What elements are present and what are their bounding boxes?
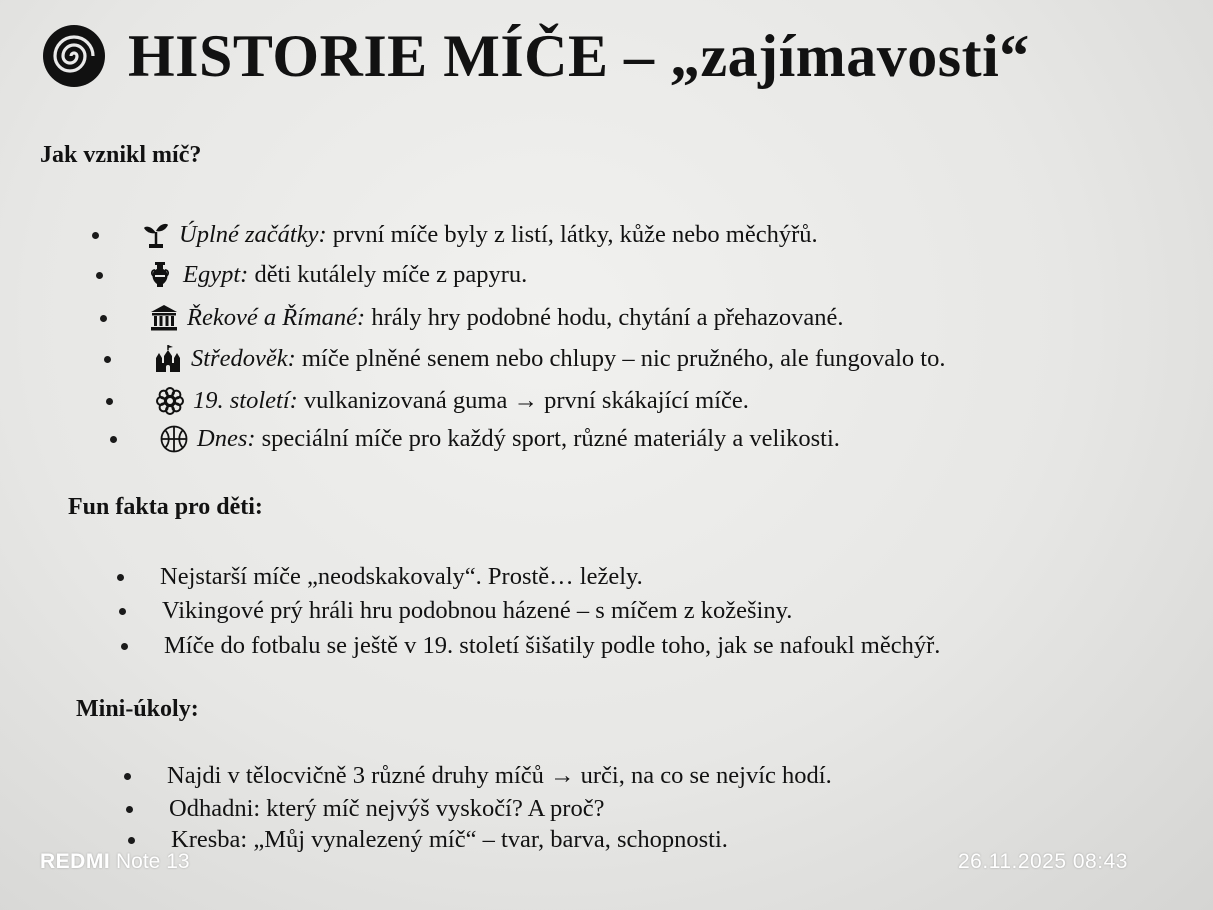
bullet	[106, 398, 113, 405]
section-heading-fun-facts: Fun fakta pro děti:	[68, 494, 263, 520]
list-item	[92, 220, 818, 250]
amphora-icon	[145, 260, 175, 290]
item-label: Řekové a Římané:	[187, 304, 366, 331]
bullet	[100, 315, 107, 322]
list-item	[117, 563, 643, 591]
bullet	[110, 436, 117, 443]
item-text: děti kutálely míče z papyru.	[248, 261, 528, 288]
page-title: HISTORIE MÍČE – „zajímavosti“	[128, 22, 1030, 89]
bullet	[126, 806, 133, 813]
section-heading-origin: Jak vznikl míč?	[40, 142, 202, 168]
item-label: Středověk:	[191, 345, 296, 372]
item-label: Egypt:	[183, 261, 249, 288]
list-item	[128, 826, 728, 854]
list-item	[104, 344, 945, 374]
item-text: Najdi v tělocvičně 3 různé druhy míčů → urči, na co se nejvíc hodí.	[167, 762, 832, 789]
list-item	[100, 303, 843, 333]
bullet	[92, 232, 99, 239]
bullet	[121, 643, 128, 650]
section-heading-tasks: Mini-úkoly:	[76, 696, 199, 722]
spiral-icon	[42, 24, 106, 88]
item-text: Vikingové prý hráli hru podobnou házené – s míčem z kožešiny.	[162, 597, 793, 624]
castle-icon	[153, 344, 183, 374]
item-label: Úplné začátky:	[179, 221, 327, 248]
list-item	[106, 386, 749, 416]
item-label: 19. století:	[193, 387, 298, 414]
camera-brand: REDMI	[40, 850, 111, 873]
item-label: Dnes:	[197, 425, 256, 452]
camera-model: Note 13	[110, 850, 190, 873]
item-text: první míče byly z listí, látky, kůže nebo měchýřů.	[326, 221, 818, 248]
title-row	[42, 20, 1030, 92]
item-text: míče plněné senem nebo chlupy – nic pružného, ale fungovalo to.	[295, 345, 946, 372]
item-text: speciální míče pro každý sport, různé materiály a velikosti.	[255, 425, 840, 452]
bullet	[124, 773, 131, 780]
item-text: vulkanizovaná guma → první skákající míče.	[297, 387, 749, 414]
bullet	[119, 608, 126, 615]
basketball-icon	[159, 424, 189, 454]
item-text: Míče do fotbalu se ještě v 19. století šišatily podle toho, jak se nafoukl měchýř.	[164, 632, 941, 659]
item-text: hrály hry podobné hodu, chytání a přehazované.	[365, 304, 844, 331]
bullet	[117, 574, 124, 581]
camera-watermark-model	[40, 850, 190, 874]
item-text: Odhadni: který míč nejvýš vyskočí? A proč?	[169, 795, 605, 822]
sprout-icon	[141, 220, 171, 250]
list-item	[121, 632, 940, 660]
list-item	[119, 597, 792, 625]
bullet	[104, 356, 111, 363]
camera-watermark-timestamp: 26.11.2025 08:43	[958, 850, 1128, 873]
list-item	[126, 795, 604, 823]
list-item	[124, 762, 832, 790]
bullet	[128, 837, 135, 844]
list-item	[110, 424, 840, 454]
list-item	[96, 260, 527, 290]
gear-flower-icon	[155, 386, 185, 416]
classical-building-icon	[149, 303, 179, 333]
item-text: Kresba: „Můj vynalezený míč“ – tvar, barva, schopnosti.	[171, 826, 728, 853]
bullet	[96, 272, 103, 279]
item-text: Nejstarší míče „neodskakovaly“. Prostě… ležely.	[160, 563, 643, 590]
